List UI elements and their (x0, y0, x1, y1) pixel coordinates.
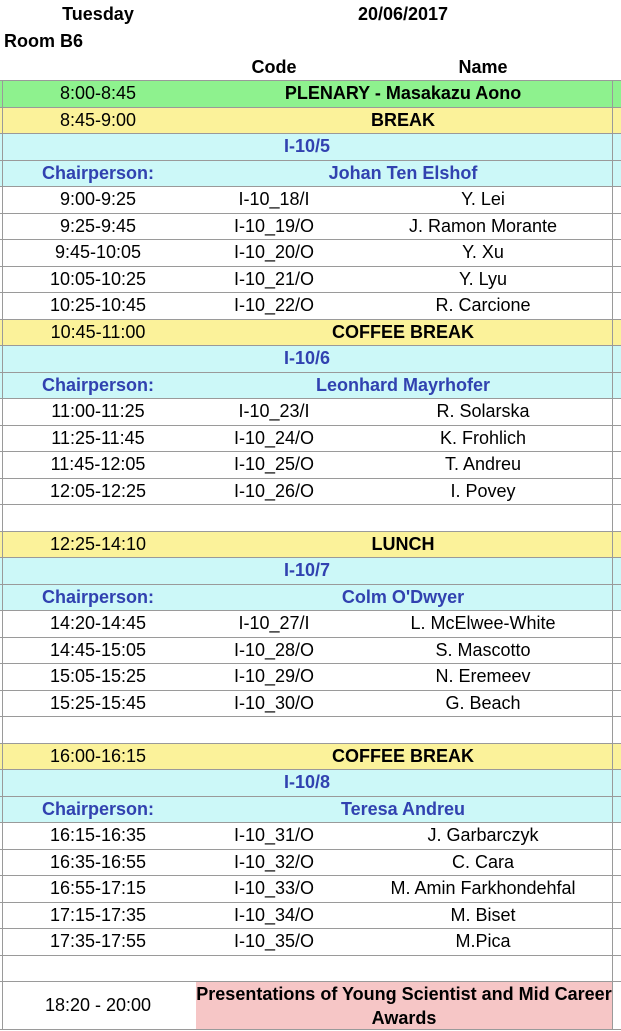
talk-row (0, 479, 621, 506)
talk-row (0, 267, 621, 294)
talk-name: M. Amin Farkhondehfal (390, 878, 576, 899)
awards-row (0, 982, 621, 1030)
session-title-row (0, 346, 621, 373)
grid-line (2, 956, 3, 982)
grid-line (612, 161, 613, 187)
name-column-header: Name (458, 56, 508, 77)
talk-name: C. Cara (451, 851, 514, 872)
chairperson-row (0, 585, 621, 612)
grid-line (612, 373, 613, 399)
lunch-row-time: 12:25-14:10 (49, 533, 147, 554)
talk-time: 11:00-11:25 (51, 401, 145, 422)
talk-name: L. McElwee-White (410, 613, 556, 634)
talk-code: I-10_22/O (233, 295, 315, 316)
chairperson-row (0, 373, 621, 400)
grid-line (612, 346, 613, 372)
grid-line (612, 691, 613, 717)
grid-line (612, 797, 613, 823)
talk-row (0, 452, 621, 479)
grid-line (612, 823, 613, 849)
chairperson-label: Chairperson: (41, 162, 155, 183)
talk-time: 15:05-15:25 (49, 666, 147, 687)
grid-line (612, 956, 613, 982)
session-title: I-10/5 (283, 136, 331, 157)
grid-line (612, 664, 613, 690)
coffee-break-row-time: 10:45-11:00 (50, 321, 146, 342)
session-title: I-10/8 (283, 772, 331, 793)
grid-line (612, 81, 613, 107)
coffee-break-row-label: COFFEE BREAK (331, 321, 474, 342)
plenary-row-label: PLENARY - Masakazu Aono (284, 83, 522, 104)
talk-time: 11:25-11:45 (51, 427, 145, 448)
day-label: Tuesday (62, 3, 134, 24)
talk-row (0, 611, 621, 638)
grid-line (612, 611, 613, 637)
talk-row (0, 850, 621, 877)
talk-row (0, 903, 621, 930)
room-label: Room B6 (4, 30, 84, 51)
talk-row (0, 293, 621, 320)
talk-name: Y. Lei (461, 189, 505, 210)
coffee-break-row-time: 16:00-16:15 (49, 745, 147, 766)
talk-row (0, 638, 621, 665)
grid-line (612, 982, 613, 1029)
grid-line (612, 240, 613, 266)
talk-code: I-10_25/O (233, 454, 315, 475)
chairperson-label: Chairperson: (41, 374, 155, 395)
grid-line (612, 134, 613, 160)
talk-code: I-10_29/O (233, 666, 315, 687)
grid-line (612, 187, 613, 213)
break-row (0, 108, 621, 135)
break-row-time: 8:45-9:00 (59, 109, 137, 130)
chairperson-name: Colm O'Dwyer (341, 586, 465, 607)
talk-row (0, 240, 621, 267)
coffee-break-row (0, 320, 621, 347)
grid-line (612, 903, 613, 929)
session-title: I-10/7 (283, 560, 331, 581)
grid-line (2, 505, 3, 531)
talk-code: I-10_34/O (233, 904, 315, 925)
talk-time: 9:00-9:25 (59, 189, 137, 210)
talk-time: 14:45-15:05 (49, 639, 147, 660)
talk-row (0, 691, 621, 718)
lunch-row-label: LUNCH (371, 533, 435, 554)
session-title-row (0, 134, 621, 161)
grid-line (612, 638, 613, 664)
talk-name: R. Solarska (436, 401, 530, 422)
grid-line (612, 214, 613, 240)
grid-line (2, 717, 3, 743)
talk-row (0, 426, 621, 453)
talk-code: I-10_30/O (233, 692, 315, 713)
chairperson-name: Leonhard Mayrhofer (315, 374, 491, 395)
awards-time: 18:20 - 20:00 (44, 995, 152, 1015)
talk-name: J. Garbarczyk (427, 825, 539, 846)
talk-row (0, 187, 621, 214)
chairperson-row (0, 161, 621, 188)
code-column-header: Code (251, 56, 297, 77)
grid-line (612, 876, 613, 902)
talk-time: 12:05-12:25 (49, 480, 147, 501)
chairperson-row (0, 797, 621, 824)
grid-line (612, 850, 613, 876)
talk-code: I-10_18/I (238, 189, 310, 210)
talk-row (0, 823, 621, 850)
talk-time: 9:45-10:05 (54, 242, 142, 263)
chairperson-name: Johan Ten Elshof (328, 162, 478, 183)
talk-name: Y. Lyu (458, 268, 508, 289)
break-row-label: BREAK (370, 109, 435, 130)
talk-code: I-10_33/O (233, 878, 315, 899)
talk-name: G. Beach (445, 692, 521, 713)
talk-row (0, 399, 621, 426)
talk-time: 9:25-9:45 (59, 215, 137, 236)
header-day-row (0, 0, 621, 28)
talk-code: I-10_21/O (233, 268, 315, 289)
talk-name: M. Biset (450, 904, 516, 925)
talk-name: N. Eremeev (435, 666, 531, 687)
grid-line (612, 452, 613, 478)
session-title-row (0, 558, 621, 585)
coffee-break-row-label: COFFEE BREAK (331, 745, 474, 766)
talk-name: T. Andreu (444, 454, 522, 475)
blank-row (0, 717, 621, 744)
header-columns-row (0, 54, 621, 81)
talk-row (0, 929, 621, 956)
grid-line (612, 558, 613, 584)
date-label: 20/06/2017 (357, 3, 449, 24)
talk-row (0, 664, 621, 691)
grid-line (612, 399, 613, 425)
talk-code: I-10_23/I (238, 401, 310, 422)
talk-name: J. Ramon Morante (408, 215, 558, 236)
talk-time: 17:15-17:35 (49, 904, 147, 925)
chairperson-name: Teresa Andreu (340, 798, 466, 819)
grid-line (612, 505, 613, 531)
talk-name: I. Povey (450, 480, 516, 501)
grid-line (612, 929, 613, 955)
grid-line (612, 108, 613, 134)
talk-time: 11:45-12:05 (50, 454, 146, 475)
lunch-row (0, 532, 621, 559)
grid-line (612, 267, 613, 293)
talk-time: 17:35-17:55 (49, 931, 147, 952)
session-title-row (0, 770, 621, 797)
plenary-row-time: 8:00-8:45 (59, 83, 137, 104)
blank-row (0, 956, 621, 983)
grid-line (612, 532, 613, 558)
grid-line (612, 479, 613, 505)
grid-line (612, 744, 613, 770)
talk-code: I-10_32/O (233, 851, 315, 872)
blank-row (0, 505, 621, 532)
talk-code: I-10_24/O (233, 427, 315, 448)
talk-name: R. Carcione (435, 295, 531, 316)
talk-code: I-10_20/O (233, 242, 315, 263)
talk-name: Y. Xu (462, 242, 504, 263)
grid-line (612, 585, 613, 611)
grid-line (612, 320, 613, 346)
talk-time: 10:05-10:25 (49, 268, 147, 289)
awards-label: Presentations of Young Scientist and Mid Career Awards (196, 983, 612, 1028)
talk-time: 16:55-17:15 (49, 878, 147, 899)
talk-time: 15:25-15:45 (49, 692, 147, 713)
header-room-row (0, 28, 621, 54)
talk-code: I-10_31/O (233, 825, 315, 846)
grid-line (612, 293, 613, 319)
talk-name: K. Frohlich (439, 427, 527, 448)
talk-time: 16:15-16:35 (49, 825, 147, 846)
grid-line (612, 426, 613, 452)
grid-line (612, 717, 613, 743)
talk-name: M.Pica (455, 931, 511, 952)
plenary-row (0, 81, 621, 108)
grid-line (612, 770, 613, 796)
talk-time: 10:25-10:45 (49, 295, 147, 316)
talk-code: I-10_26/O (233, 480, 315, 501)
talk-code: I-10_27/I (238, 613, 310, 634)
talk-name: S. Mascotto (435, 639, 531, 660)
talk-time: 16:35-16:55 (49, 851, 147, 872)
chairperson-label: Chairperson: (41, 798, 155, 819)
coffee-break-row (0, 744, 621, 771)
talk-row (0, 214, 621, 241)
talk-code: I-10_35/O (233, 931, 315, 952)
talk-code: I-10_28/O (233, 639, 315, 660)
session-title: I-10/6 (283, 348, 331, 369)
chairperson-label: Chairperson: (41, 586, 155, 607)
talk-code: I-10_19/O (233, 215, 315, 236)
talk-row (0, 876, 621, 903)
talk-time: 14:20-14:45 (49, 613, 147, 634)
